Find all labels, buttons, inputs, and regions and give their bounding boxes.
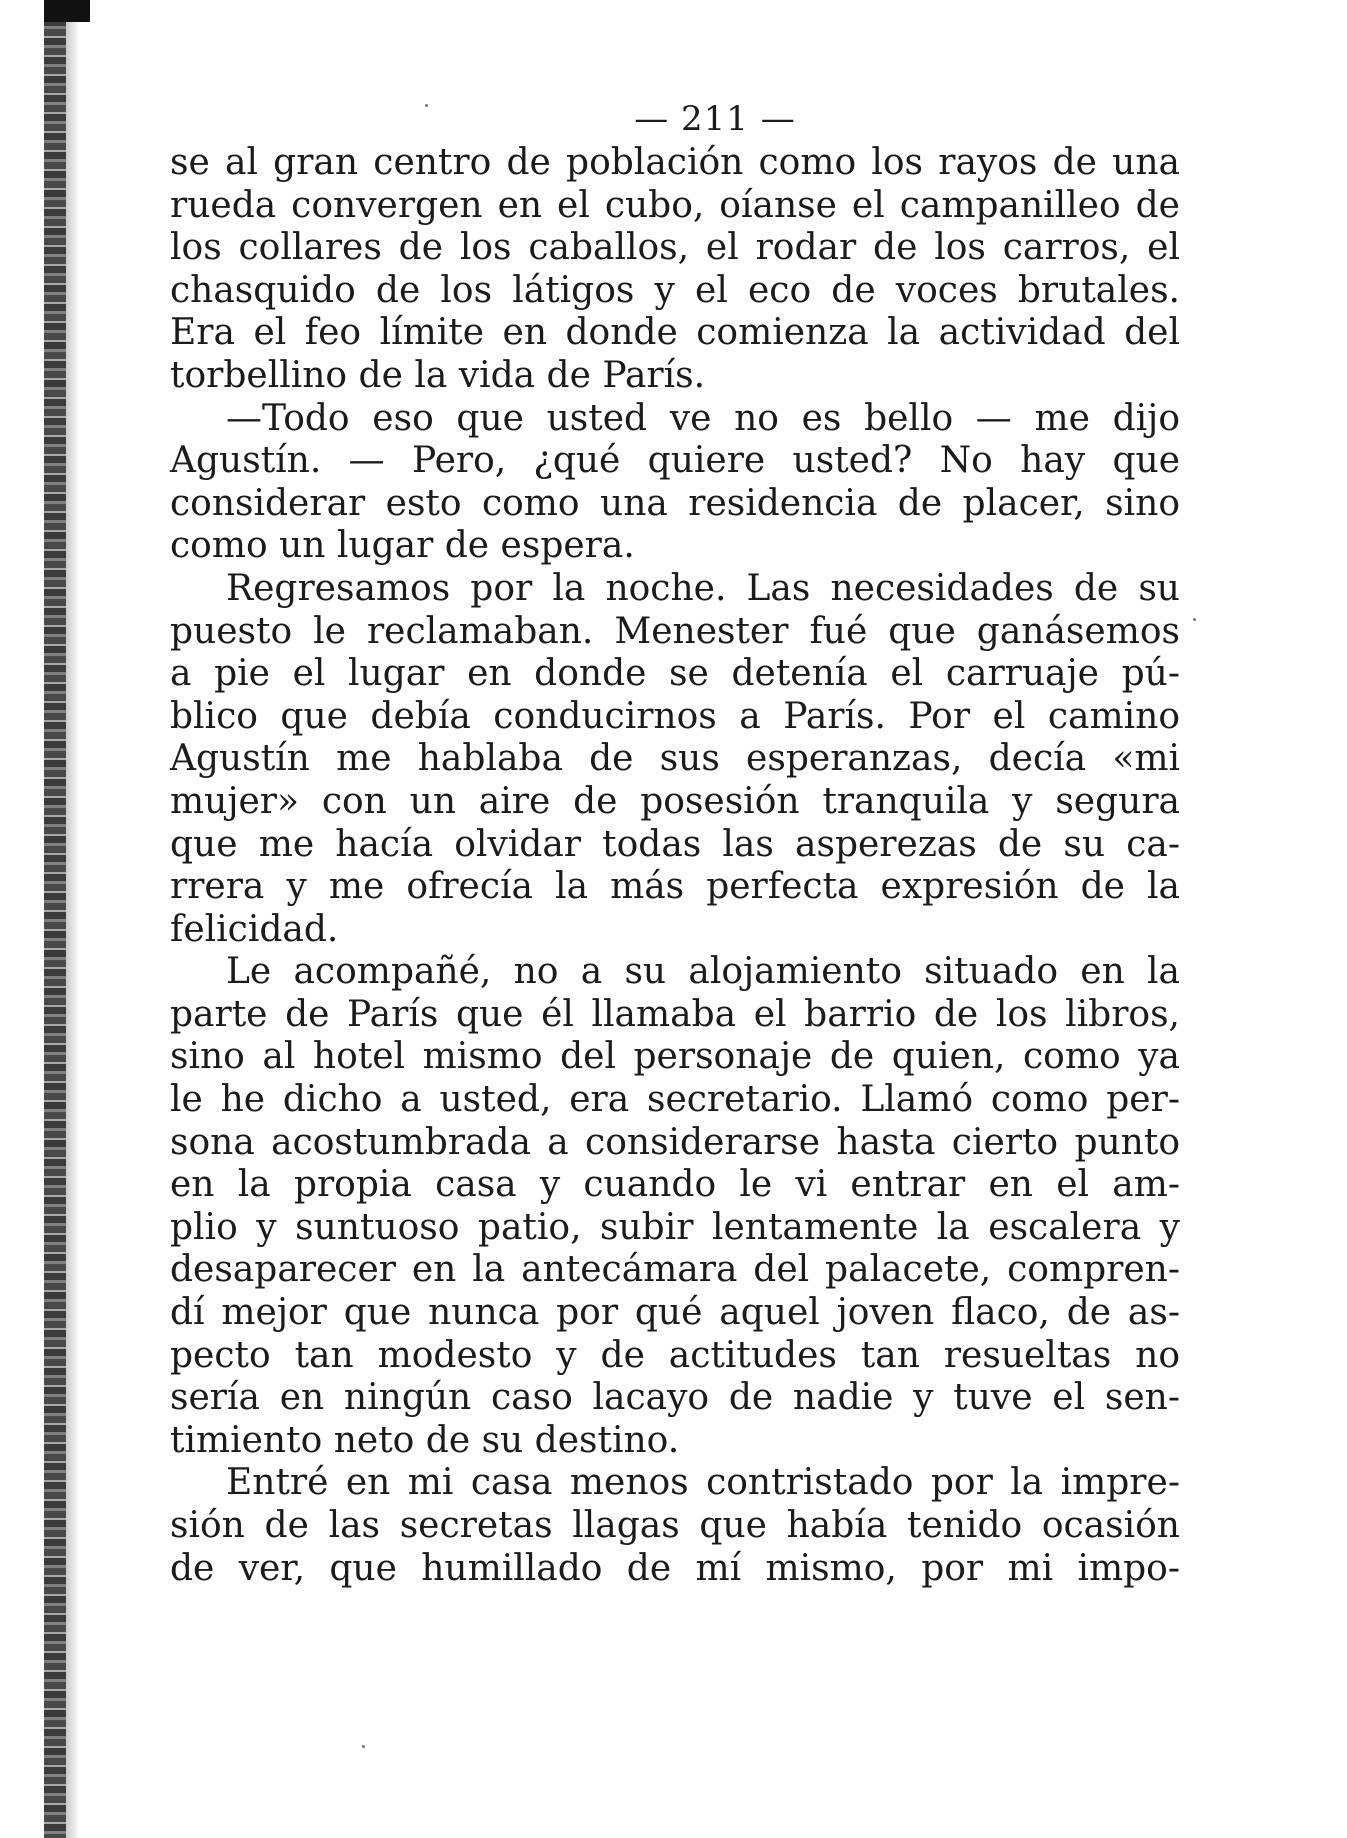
paper-speck <box>362 1745 365 1748</box>
text-line: le he dicho a usted, era secretario. Llamó como per- <box>170 1079 1180 1121</box>
text-line: dí mejor que nunca por qué aquel joven flaco, de as- <box>170 1292 1180 1334</box>
text-line: desaparecer en la antecámara del palacete, compren- <box>170 1249 1180 1291</box>
text-line: Entré en mi casa menos contristado por la impre- <box>226 1462 1180 1504</box>
text-line: de ver, que humillado de mí mismo, por mi impo- <box>170 1547 1180 1589</box>
text-line: Era el feo límite en donde comienza la actividad del <box>170 312 1180 354</box>
text-line: sino al hotel mismo del personaje de quien, como ya <box>170 1036 1180 1078</box>
text-line: sona acostumbrada a considerarse hasta cierto punto <box>170 1121 1180 1163</box>
text-line: puesto le reclamaban. Menester fué que ganásemos <box>170 610 1180 652</box>
text-line: Le acompañé, no a su alojamiento situado en la <box>226 951 1180 993</box>
paper-speck <box>1193 618 1196 621</box>
text-line: parte de París que él llamaba el barrio de los libros, <box>170 993 1180 1035</box>
text-line: torbellino de la vida de París. <box>170 354 706 396</box>
text-line: Agustín me hablaba de sus esperanzas, decía «mi <box>170 738 1180 780</box>
book-binding-edge <box>44 0 66 1838</box>
text-line: en la propia casa y cuando le vi entrar en el am- <box>170 1164 1180 1206</box>
book-page <box>170 96 1180 1590</box>
text-line: pecto tan modesto y de actitudes tan resueltas no <box>170 1334 1180 1376</box>
body-text <box>170 142 1180 1590</box>
text-line: timiento neto de su destino. <box>170 1419 680 1461</box>
text-line: a pie el lugar en donde se detenía el carruaje pú- <box>170 653 1180 695</box>
text-line: chasquido de los látigos y el eco de voces brutales. <box>170 269 1180 311</box>
text-line: los collares de los caballos, el rodar de los carros, el <box>170 227 1180 269</box>
text-line: mujer» con un aire de posesión tranquila y segura <box>170 780 1180 822</box>
text-line: blico que debía conducirnos a París. Por el camino <box>170 695 1180 737</box>
book-binding-corner <box>44 0 90 22</box>
text-line: se al gran centro de población como los rayos de una <box>170 142 1180 183</box>
text-line: —Todo eso que usted ve no es bello — me dijo <box>226 397 1180 439</box>
text-line: como un lugar de espera. <box>170 525 635 567</box>
text-line: Regresamos por la noche. Las necesidades de su <box>226 567 1180 609</box>
text-line: sería en ningún caso lacayo de nadie y tuve el sen- <box>170 1377 1180 1419</box>
text-line: felicidad. <box>170 908 339 950</box>
text-line: rrera y me ofrecía la más perfecta expresión de la <box>170 866 1180 908</box>
text-line: sión de las secretas llagas que había tenido ocasión <box>170 1505 1180 1546</box>
text-line: rueda convergen en el cubo, oíanse el campanilleo de <box>170 184 1180 226</box>
text-line: que me hacía olvidar todas las asperezas de su ca- <box>170 823 1180 865</box>
text-line: considerar esto como una residencia de placer, sino <box>170 482 1180 524</box>
text-line: plio y suntuoso patio, subir lentamente la escalera y <box>170 1206 1180 1248</box>
page-number: — 211 — <box>634 99 796 139</box>
text-line: Agustín. — Pero, ¿qué quiere usted? No hay que <box>170 440 1180 482</box>
